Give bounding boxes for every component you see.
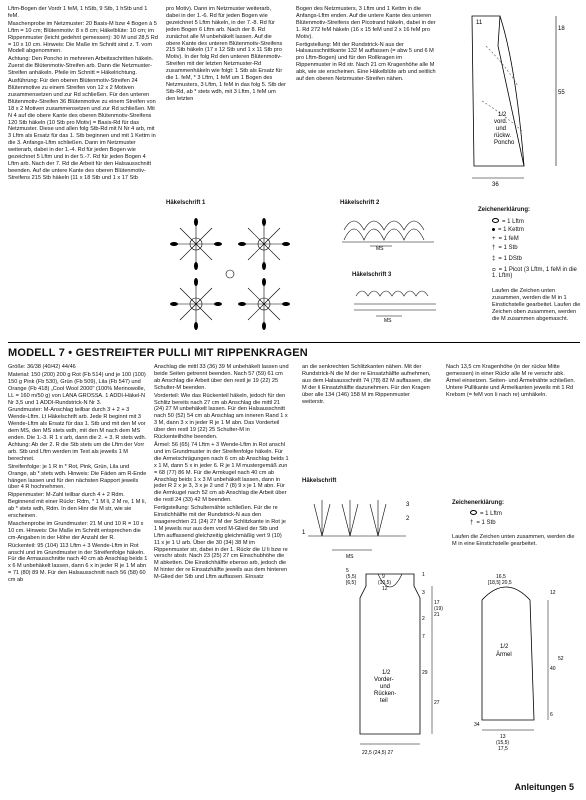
legend-title: Zeichenerklärung: — [478, 207, 531, 213]
crochet-chart-2 — [340, 210, 440, 250]
label: und — [496, 126, 507, 132]
dim: 13 — [500, 734, 506, 740]
treble-crochet-icon: ‡ — [492, 256, 496, 262]
paragraph: Maschenprobe im Netzmuster: 20 Basis-M bzw 4 Bogen à 5 Lftm = 10 cm; Blütenmotiv: 8 x 8 cm; Häkelblüte: 10 cm; im Rippenmuster (leicht gedehnt gemessen): 30 M und 28,5 Rd = 10 x 10 cm. Hinweis: Die Maße im Schnitt sind z. T. vom Modell abgenommen. — [8, 20, 158, 55]
row-number: 1 — [302, 530, 306, 536]
dim: 52 — [558, 656, 564, 662]
dim: 3 — [422, 590, 425, 596]
ms-label: MS — [376, 246, 384, 250]
bottom-column-1 — [8, 364, 148, 585]
dim: 9 — [382, 574, 385, 580]
paragraph: Streifenfolge: je 1 R in * Rot, Pink, Grün, Lila und Orange, ab * stets wdh. Hinweis: Die Fäden am R-Ende hängen lassen und für den nächsten Rapport jeweils über 4 R hochnehmen. — [8, 463, 147, 491]
dim: 29 — [422, 670, 428, 676]
label: Ärmel — [496, 652, 512, 658]
paragraph: Grundmuster: M-Anschlag teilbar durch 3 + 2 + 3 Wende-Lftm. Lt Häkelschrift arb. Jede R beginnt mit 3 Wende-Lftm als Ersatz für das 1. Stb und mit den M vor dem MS, den MS stets wdh, mit den M nach dem MS enden. Die 1.-3. R 1 x arb, dann die 2. + 3. R stets wdh. Achtung: Ab der 2. R die Stb stets um die Lftm der Vorr arb. Stb und Lftm werden im Text als jeweils 1 M berechnet. — [8, 407, 147, 462]
paragraph: Nach 13,5 cm Kragenhöhe (in der rückw Mitte gemessen) in einer Rückr alle M re verschr abk. Ärmel einsetzen. Seiten- und Ärmelnähte schließen. Untere Pullikante und Ärmelkanten jeweils mit 1 Rd Krebsm (= feM von li nach re) umhäkeln. — [446, 364, 576, 398]
paragraph: Rippenmuster: M-Zahl teilbar durch 4 + 2 Rdm. Beginnend mit einer Rückr: Rdm, * 1 M li, 2 M re, 1 M li, ab * stets wdh, Rdm. In den Hinr die M str, wie sie erscheinen. — [8, 492, 147, 520]
legend-title: Zeichenerklärung: — [452, 500, 505, 506]
paragraph: Material: 150 (200) 200 g Rot (Fb 514) und je 100 (100) 150 g Pink (Fb 530), Grün (Fb 509), Lila (Fb 547) und Orange (Fb 418) „Cool Wool 2000" (100% Merinowolle, LL = 160 m/50 g) von LANA GROSSA. 1 ADDI-Häkel-N Nr 3,5 und 1 ADDI-Rundstrick-N Nr 3. — [8, 371, 146, 406]
slip-stitch-icon — [492, 228, 495, 231]
paragraph: Fertigstellung: Mit der Rundstrick-N aus der Halsausschnittkante 132 M auffassen (= abw 5 und 6 M pro Lftm-Bogen) und für den Rollkragen im Rippenmuster in Rd str. Nach 21 cm Kragenhöhe alle M abk, wie sie erscheinen. Eine Häkelblüte arb und seitlich auf den oberen Netzmuster-Streifen nähen. — [296, 41, 436, 83]
legend-item: ‡ = 1 DStb — [492, 256, 522, 262]
dim-55: 55 — [558, 90, 565, 96]
label: 1/2 — [500, 644, 509, 650]
paragraph: Bogen des Netzmusters, 3 Lftm und 1 Kettm in die Anfangs-Lftm enden. Auf die untere Kante des unteren Blütenmotiv-Streifens den Picotrand häkeln, dabei in der 1. Rd 272 feM häkeln (16 x 15 feM und 2 x 16 feM pro Motiv). — [296, 6, 436, 40]
label: 1/2 — [382, 670, 391, 676]
dim: 12 — [550, 590, 556, 596]
dim: 2 — [422, 616, 425, 622]
ms-label: MS — [346, 554, 354, 560]
paragraph: Ärmel: 56 (65) 74 Lftm + 3 Wende-Lftm in Rot anschl und im Grundmuster in der Streifenfolge häkeln. Für die Armeischrägungen nach 6 cm ab Anschlag beids 1 x 1 M, dann 5 x in jeder 6. R je 1 M mustergemäß zun = 68 (77) 86 M. Für die Armkugel nach 40 cm ab Anschlag beids 1 x 3 M unbehäkelt lassen, dann in jeder R 2 x je 3, 3 x je 2 und 7 (8) 9 x je 1 M abn. Für die Armkugel nach 52 cm ab Anschlag die Arbeit über die restl 24 (33) 42 M beenden. — [154, 441, 289, 504]
row-number: 3 — [406, 502, 410, 508]
chain-icon — [470, 510, 477, 515]
dim: 12 — [382, 586, 388, 592]
label: teil — [380, 698, 388, 704]
section-divider — [8, 342, 580, 343]
paragraph: Achtung: Den Poncho in mehreren Arbeitsschritten häkeln. Zuerst die Blütenmotiv-Streifen arb. Dann die Netzmuster-Streifen anhäkeln. Pfeile im Schnitt = Häkelrichtung. — [8, 56, 154, 77]
row-number: 2 — [406, 516, 410, 522]
dim: 7 — [422, 634, 425, 640]
body-schematic — [316, 564, 446, 760]
legend-note: Laufen die Zeichen unten zusammen, werden die M in eine Einstichstelle gearbeitet. — [452, 534, 575, 547]
dim: 6 — [550, 712, 553, 718]
dim: 5 — [346, 568, 349, 574]
dim: (5,5) — [346, 574, 357, 580]
legend-item: = 1 Kettm — [492, 227, 524, 233]
dim: 22,5 (24,5) 27 — [362, 750, 394, 756]
top-column-1 — [8, 6, 158, 183]
paragraph: Lftm-Bogen der Vordr 1 feM, 1 hStb, 9 Stb, 1 hStb und 1 feM. — [8, 6, 148, 19]
paragraph: Ausführung: Für den oberen Blütenmotiv-Streifen 24 Blütenmotive zu einem Streifen von 12 x 2 Motiven zusammensetzen und zur Rd schließen. Für den unteren Blütenmotiv-Streifen 36 Blütenmotive zu einem Streifen von 18 x 2 Motiven zusammensetzen und zur Rd schließen. Mit N 4 auf die obere Kante des oberen Blütenmotiv-Streifens 120 Stb häkeln (10 Stb pro Motiv) = Basis-Rd für das Netzmuster. Diese und allen folg Stb-Rd mit N Nr 4 arb, mit 3 Lftm als Ersatz für das 1. Stb beginnen und mit 1 Kettm in die 3. Anfangs-Lftm schließen. Dann im Netzmuster weiterarb, dabei in der 1.-4. Rd für jeden Bogen wie gezeichnet 5 Lftm und in der 5.-7. Rd für jeden Bogen 4 Lftm arb. Nach der 7. Rd die Arbeit für den Halsausschnitt beenden. Auf die untere Kante des oberen Blütenmotiv-Streifens 215 Stb häkeln (11 x 18 Stb und 1 x 17 Stb — [8, 78, 156, 181]
paragraph: Vorderteil: Wie das Rückenteil häkeln, jedoch für den Schlitz bereits nach 27 cm ab Anschlag die mittl 21 (24) 27 M unbehäkelt lassen. Für den Halsausschnitt nach 50 (52) 54 cm ab Anschlag am inneren Rand 1 x 3 M, dann 3 x in jeder R je 1 M abn. Das Vorderteil über den restl 19 (22) 25 Schulter-M in Rückenteilhöhe beenden. — [154, 392, 288, 441]
bottom-column-3 — [302, 364, 432, 406]
page-footer — [514, 782, 574, 792]
legend-item: † = 1 Stb — [470, 520, 496, 526]
crochet-chart-3 — [352, 282, 442, 322]
dim: 21 — [434, 612, 440, 618]
crochet-chart-bottom — [302, 488, 420, 560]
single-crochet-icon: + — [492, 236, 496, 242]
dim: 17 — [434, 600, 440, 606]
dim: (19) — [434, 606, 443, 612]
dim-36: 36 — [492, 182, 499, 188]
paragraph: Maschenprobe im Grundmuster: 21 M und 10 R = 10 x 10 cm. Hinweis: Die Maße im Schnitt entsprechen die cm-Angaben in der Höhe der Anzahl der R. — [8, 520, 144, 541]
label: 1/2 — [498, 112, 507, 118]
label: Poncho — [494, 140, 515, 146]
dim: (15,5) — [496, 740, 510, 746]
legend-item: + = 1 feM — [492, 236, 519, 242]
poncho-schematic — [446, 6, 582, 196]
double-crochet-icon: † — [492, 245, 496, 251]
dim: [6,5] — [346, 580, 356, 586]
ms-label: MS — [384, 318, 392, 322]
crochet-chart-1 — [166, 212, 296, 334]
dim-11: 11 — [476, 20, 483, 26]
sleeve-schematic — [452, 570, 580, 760]
paragraph: Fertigstellung: Schulternähte schließen. Für die re Einstichhälfte mit der Rundstrick-N aus den waagerechten 21 (24) 27 M der Schlitzkante in Rot je 1 M jeweils nur aus dem vord M-Glied der Stb und Lftm auffassend gleichzeitig gleichmäßig vert 9 (10) 11 x je 1 U arb. Über die 30 (34) 38 M im Rippenmuster str, dabei in der 1. Rückr die U li bzw re verschr abstr. Nach 23 (25) 27 cm Einschubhöhe die M abketten. Die Einstichhälfte ebenso arb, jedoch die M hinter der re Einsatzhälfte jeweils aus dem hinteren M-Glied der Stb und Lftm auffassen. Einsatz — [154, 505, 288, 581]
label: Rücken- — [374, 691, 397, 697]
dim: [18,5] 20,5 — [488, 580, 512, 586]
legend-item: = 1 Lftm — [492, 218, 524, 225]
dim: 1 — [422, 572, 425, 578]
dim: 16,5 — [496, 574, 506, 580]
footer-label: Anleitungen — [514, 782, 567, 792]
chart-2-title: Häkelschrift 2 — [340, 200, 380, 206]
dim: 17,5 — [498, 746, 508, 752]
paragraph: Anschlag die mittl 33 (36) 39 M unbehäkelt lassen und beide Seiten getrennt beenden. Nach 57 (59) 61 cm ab Anschlag die Arbeit über den restl je 19 (22) 25 Schulter-M beenden. — [154, 364, 289, 391]
double-crochet-icon: † — [470, 520, 474, 526]
chart-1-title: Häkelschrift 1 — [166, 200, 206, 206]
dim: 27 — [434, 700, 440, 706]
top-column-3 — [296, 6, 436, 84]
page-number: 5 — [568, 782, 574, 792]
dim: 40 — [550, 666, 556, 672]
picot-icon: ᴑ — [492, 267, 496, 273]
legend-item: ᴑ = 1 Picot (3 Lftm, 1 feM in die 1. Lftm) — [492, 267, 577, 279]
dim: (10,5) — [378, 580, 392, 586]
label: rückw. — [494, 133, 512, 139]
label: und — [380, 684, 391, 690]
paragraph: pro Motiv). Dann im Netzmuster weiterarb, dabei in der 1.-6. Rd für jeden Bogen wie gezeichnet 5 Lftm häkeln, in der 7.-8. Rd für jeden Bogen 6 Lftm arb. Nach der 8. Rd zunächst alle M unbehäkelt lassen. Auf die obere Kante des unteren Blütenmotiv-Streifens 215 Stb häkeln (17 x 12 Stb und 1 x 11 Stb pro Motiv). In der folg Rd den unteren Blütenmotiv-Streifen mit der letzten Netzmuster-Rd zusammenhäkeln wie folgt: 1 Stb als Ersatz für die 1. feM, * 3 Lftm, 1 feM um 1 Bogen des Netzmusters, 3 Lftm, 1 feM in das folg 5. Stb der Stb-Rd, ab * stets wdh, mit 3 Lftm, 1 feM um den letzten — [166, 6, 287, 102]
section-title: MODELL 7 • GESTREIFTER PULLI MIT RIPPENKRAGEN — [8, 347, 308, 359]
paragraph: an die senkrechten Schlitzkanten nähen. Mit der Rundstrick-N die M der re Einsatzhälfte aufnehmen, aus dem Halsausschnitt 74 (78) 82 M auffassen, die M der li Einsatzhälfte dazunehmen. Für den Kragen über alle 134 (146) 158 M im Rippenmuster weiterstr. — [302, 364, 431, 405]
dim: 34 — [474, 722, 480, 728]
label: Vorder- — [374, 677, 394, 683]
bottom-column-2 — [154, 364, 289, 582]
paragraph: Größe: 36/38 (40/42) 44/46 — [8, 364, 76, 370]
chart-3-title: Häkelschrift 3 — [352, 272, 392, 278]
chain-icon — [492, 218, 499, 223]
paragraph: Rückenteil: 95 (104) 113 Lftm + 3 Wende-Lftm in Rot anschl und im Grundmuster in der Streifenfolge häkeln. Für die Armausschnitte nach 40 cm ab Anschlag beids 1 x 6 M unbehäkelt lassen, dann 6 x in jeder R je 1 M abn = 71 (80) 89 M. Für den Halsausschnitt nach 56 (58) 60 cm ab — [8, 542, 148, 584]
top-column-2 — [166, 6, 286, 104]
label: vord. — [494, 119, 508, 125]
legend-note: Laufen die Zeichen unten zusammen, werden die M in 1 Einstichstelle gearbeitet. Laufen die Zeichen oben zusammen, werden die M zusammen abgemascht. — [492, 288, 581, 322]
bottom-column-4 — [446, 364, 580, 400]
legend-item: † = 1 Stb — [492, 245, 518, 251]
legend-item: = 1 Lftm — [470, 510, 502, 517]
dim-18: 18 — [558, 26, 565, 32]
chart-title: Häkelschrift — [302, 478, 337, 484]
